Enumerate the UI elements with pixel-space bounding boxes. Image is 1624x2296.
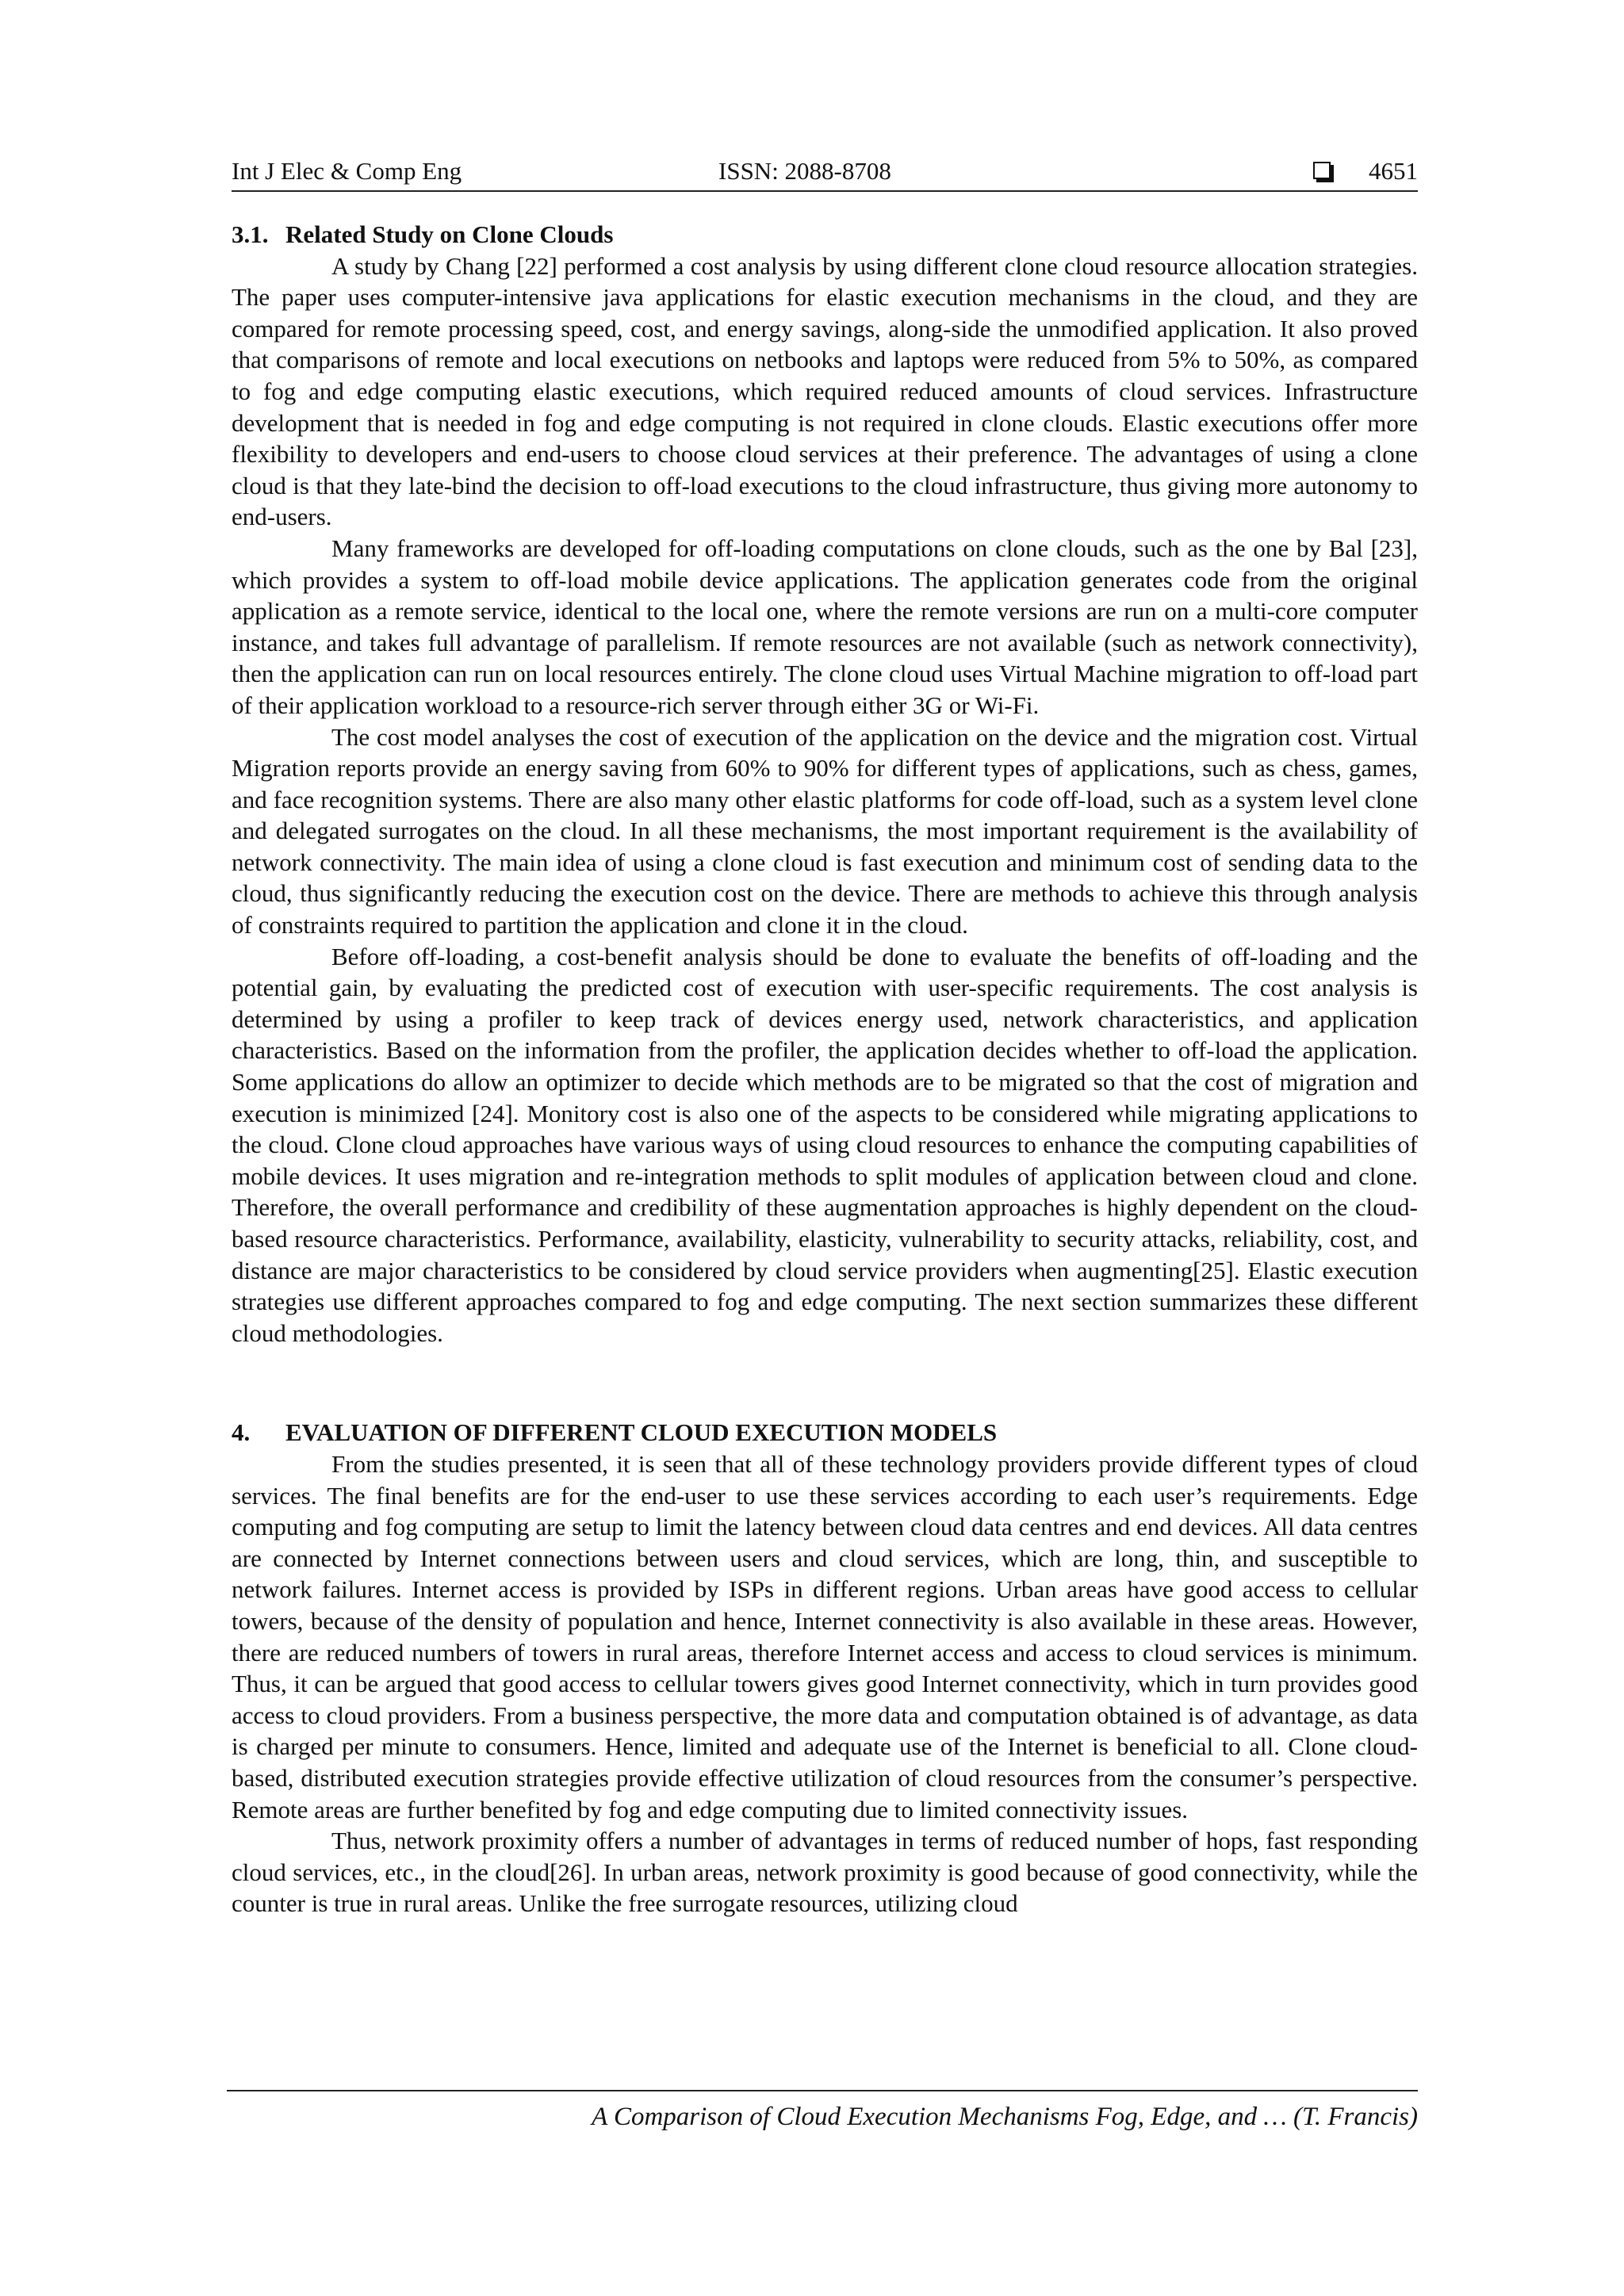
issn-number: ISSN: 2088-8708 [718, 157, 891, 185]
subsection-number: 3.1. [232, 220, 269, 248]
paragraph: Thus, network proximity offers a number of advantages in terms of reduced number of hops, fast responding cloud services, etc., in the cloud[26]. In urban areas, network proximity is good because of good connectivity, while the counter is true in rural areas. Unlike the free surrogate resources, utilizing cloud [232, 1827, 1418, 1918]
footer-divider [227, 2090, 1418, 2091]
paragraph: The cost model analyses the cost of execution of the application on the device and the migration cost. Virtual Migration reports provide an energy saving from 60% to 90% for different types of applications, such as chess, games, and face recognition systems. There are also many other elastic platforms for code off-load, such as a system level clone and delegated surrogates on the cloud. In all these mechanisms, the most important requirement is the availability of network connectivity. The main idea of using a clone cloud is fast execution and minimum cost of sending data to the cloud, thus significantly reducing the execution cost on the device. There are methods to achieve this through analysis of constraints required to partition the application and clone it in the cloud. [232, 722, 1418, 939]
paragraph: From the studies presented, it is seen that all of these technology providers provide different types of cloud services. The final benefits are for the end-user to use these services according to each user’s requirements. Edge computing and fog computing are setup to limit the latency between cloud data centres and end devices. All data centres are connected by Internet connections between users and cloud services, which are long, thin, and susceptible to network failures. Internet access is provided by ISPs in different regions. Urban areas have good access to cellular towers, because of the density of population and hence, Internet connectivity is also available in these areas. However, there are reduced numbers of towers in rural areas, therefore Internet access and access to cloud services is minimum. Thus, it can be argued that good access to cellular towers gives good Internet connectivity, which in turn provides good access to cloud providers. From a business perspective, the more data and computation obtained is of advantage, as data is charged per minute to consumers. Hence, limited and adequate use of the Internet is beneficial to all. Clone cloud-based, distributed execution strategies provide effective utilization of cloud resources from the consumer’s perspective. Remote areas are further benefited by fog and edge computing due to limited connectivity issues. [232, 1449, 1418, 1823]
page-header [232, 152, 1418, 190]
journal-name: Int J Elec & Comp Eng [232, 157, 462, 185]
header-divider [232, 190, 1418, 192]
section-title: EVALUATION OF DIFFERENT CLOUD EXECUTION MODELS [285, 1418, 998, 1447]
section-heading [232, 1417, 1418, 1448]
section-number: 4. [232, 1418, 251, 1447]
paragraph: A study by Chang [22] performed a cost analysis by using different clone cloud resource allocation strategies. The paper uses computer-intensive java applications for elastic execution mechanisms in the cloud, and they are compared for remote processing speed, cost, and energy savings, along-side the unmodified application. It also proved that comparisons of remote and local executions on netbooks and laptops were reduced from 5% to 50%, as compared to fog and edge computing elastic executions, which required reduced amounts of cloud services. Infrastructure development that is needed in fog and edge computing is not required in clone clouds. Elastic executions offer more flexibility to developers and end-users to choose cloud services at their preference. The advantages of using a clone cloud is that they late-bind the decision to off-load executions to the cloud infrastructure, thus giving more autonomy to end-users. [232, 251, 1418, 531]
page-number: 4651 [1369, 157, 1418, 185]
subsection-heading [232, 219, 1418, 251]
running-footer: A Comparison of Cloud Execution Mechanisms Fog, Edge, and … (T. Francis) [592, 2103, 1418, 2131]
paragraph: Many frameworks are developed for off-loading computations on clone clouds, such as the one by Bal [23], which provides a system to off-load mobile device applications. The application generates code from the original application as a remote service, identical to the local one, where the remote versions are run on a multi-core computer instance, and takes full advantage of parallelism. If remote resources are not available (such as network connectivity), then the application can run on local resources entirely. The clone cloud uses Virtual Machine migration to off-load part of their application workload to a resource-rich server through either 3G or Wi-Fi. [232, 534, 1418, 719]
square-bullet-icon [1313, 162, 1331, 179]
subsection-title: Related Study on Clone Clouds [285, 220, 614, 248]
page-body [232, 219, 1418, 1919]
paragraph: Before off-loading, a cost-benefit analysis should be done to evaluate the benefits of off-loading and the potential gain, by evaluating the predicted cost of execution with user-specific requirements. The cost analysis is determined by using a profiler to keep track of devices energy used, network characteristics, and application characteristics. Based on the information from the profiler, the application decides whether to off-load the application. Some applications do allow an optimizer to decide which methods are to be migrated so that the cost of migration and execution is minimized [24]. Monitory cost is also one of the aspects to be considered while migrating applications to the cloud. Clone cloud approaches have various ways of using cloud resources to enhance the computing capabilities of mobile devices. It uses migration and re-integration methods to split modules of application between cloud and clone. Therefore, the overall performance and credibility of these augmentation approaches is highly dependent on the cloud-based resource characteristics. Performance, availability, elasticity, vulnerability to security attacks, reliability, cost, and distance are major characteristics to be considered by cloud service providers when augmenting[25]. Elastic execution strategies use different approaches compared to fog and edge computing. The next section summarizes these different cloud methodologies. [232, 942, 1418, 1347]
